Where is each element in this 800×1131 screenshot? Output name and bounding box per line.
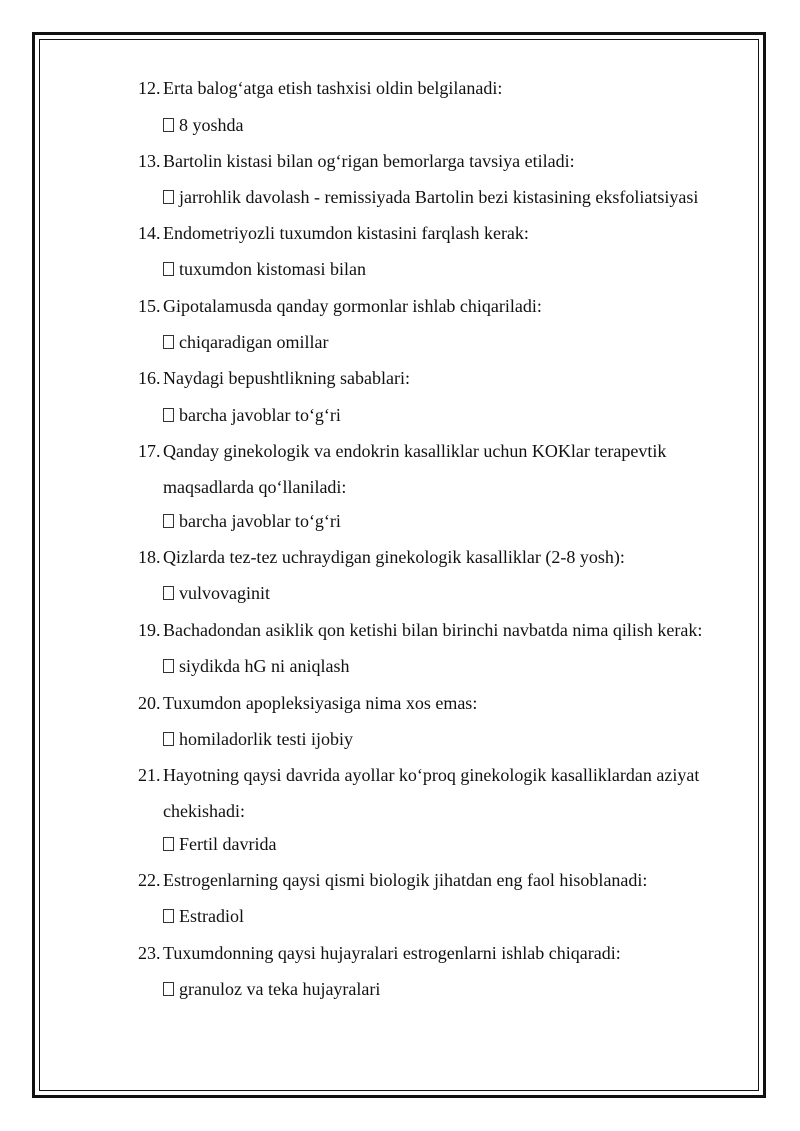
question-item	[138, 433, 738, 505]
answer-item	[163, 575, 743, 611]
question-item	[138, 70, 738, 106]
answer-text: granuloz va teka hujayralari	[179, 979, 381, 999]
answer-item	[163, 251, 743, 287]
checkbox-glyph-icon	[163, 586, 174, 600]
question-number: 21.	[138, 765, 161, 785]
question-item	[138, 143, 738, 179]
question-item	[138, 935, 738, 971]
question-text: Qanday ginekologik va endokrin kasalliklar uchun KOKlar terapevtik maqsadlarda qo‘llaniladi:	[163, 441, 667, 497]
question-text: Bartolin kistasi bilan og‘rigan bemorlarga tavsiya etiladi:	[163, 151, 575, 171]
checkbox-glyph-icon	[163, 732, 174, 746]
answer-item	[163, 397, 743, 433]
answer-item	[163, 648, 743, 684]
question-number: 15.	[138, 296, 161, 316]
answer-item	[163, 898, 743, 934]
question-text: Endometriyozli tuxumdon kistasini farqlash kerak:	[163, 223, 529, 243]
question-item	[138, 215, 738, 251]
checkbox-glyph-icon	[163, 514, 174, 528]
answer-text: 8 yoshda	[179, 115, 244, 135]
question-number: 22.	[138, 870, 161, 890]
question-number: 12.	[138, 78, 161, 98]
answer-item	[163, 826, 743, 862]
answer-text: chiqaradigan omillar	[179, 332, 329, 352]
answer-text: barcha javoblar to‘g‘ri	[179, 511, 341, 531]
answer-item	[163, 971, 743, 1007]
checkbox-glyph-icon	[163, 659, 174, 673]
question-item	[138, 612, 738, 648]
question-text: Tuxumdon apopleksiyasiga nima xos emas:	[163, 693, 478, 713]
checkbox-glyph-icon	[163, 118, 174, 132]
question-number: 16.	[138, 368, 161, 388]
question-item	[138, 757, 738, 829]
answer-text: jarrohlik davolash - remissiyada Bartolin bezi kistasining eksfoliatsiyasi	[179, 187, 699, 207]
question-text: Gipotalamusda qanday gormonlar ishlab chiqariladi:	[163, 296, 542, 316]
answer-text: siydikda hG ni aniqlash	[179, 656, 350, 676]
answer-text: Estradiol	[179, 906, 244, 926]
question-text: Hayotning qaysi davrida ayollar ko‘proq ginekologik kasalliklardan aziyat chekishadi:	[163, 765, 700, 821]
checkbox-glyph-icon	[163, 408, 174, 422]
checkbox-glyph-icon	[163, 190, 174, 204]
answer-item	[163, 503, 743, 539]
checkbox-glyph-icon	[163, 837, 174, 851]
answer-text: homiladorlik testi ijobiy	[179, 729, 353, 749]
question-text: Bachadondan asiklik qon ketishi bilan birinchi navbatda nima qilish kerak:	[163, 620, 703, 640]
question-number: 19.	[138, 620, 161, 640]
answer-item	[163, 721, 743, 757]
question-text: Qizlarda tez-tez uchraydigan ginekologik kasalliklar (2-8 yosh):	[163, 547, 625, 567]
answer-text: Fertil davrida	[179, 834, 277, 854]
question-number: 23.	[138, 943, 161, 963]
answer-text: vulvovaginit	[179, 583, 270, 603]
question-number: 14.	[138, 223, 161, 243]
answer-item	[163, 179, 743, 215]
question-text: Estrogenlarning qaysi qismi biologik jihatdan eng faol hisoblanadi:	[163, 870, 648, 890]
question-text: Erta balog‘atga etish tashxisi oldin belgilanadi:	[163, 78, 503, 98]
question-item	[138, 862, 738, 898]
answer-item	[163, 324, 743, 360]
question-number: 18.	[138, 547, 161, 567]
question-number: 17.	[138, 441, 161, 461]
answer-item	[163, 107, 743, 143]
checkbox-glyph-icon	[163, 262, 174, 276]
answer-text: barcha javoblar to‘g‘ri	[179, 405, 341, 425]
checkbox-glyph-icon	[163, 335, 174, 349]
question-text: Naydagi bepushtlikning sabablari:	[163, 368, 410, 388]
question-number: 13.	[138, 151, 161, 171]
question-item	[138, 360, 738, 396]
question-item	[138, 539, 738, 575]
checkbox-glyph-icon	[163, 982, 174, 996]
answer-text: tuxumdon kistomasi bilan	[179, 259, 366, 279]
checkbox-glyph-icon	[163, 909, 174, 923]
question-number: 20.	[138, 693, 161, 713]
question-text: Tuxumdonning qaysi hujayralari estrogenlarni ishlab chiqaradi:	[163, 943, 621, 963]
question-item	[138, 685, 738, 721]
question-item	[138, 288, 738, 324]
